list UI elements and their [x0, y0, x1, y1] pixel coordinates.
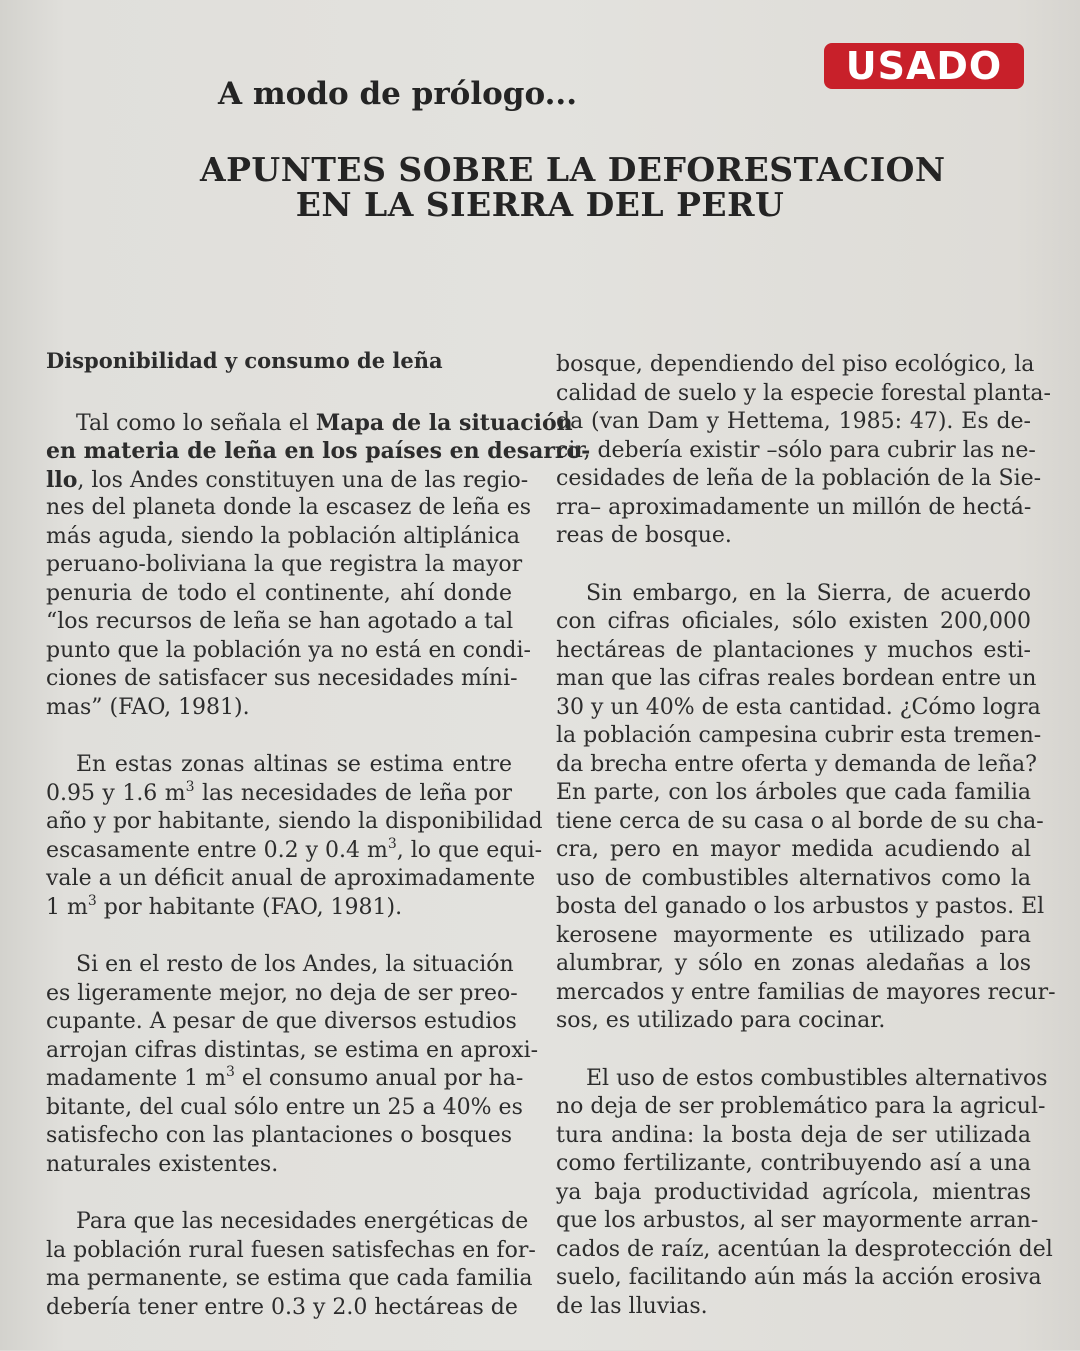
text-line: cra, pero en mayor medida acudiendo al — [556, 837, 1031, 862]
text-line: bosque, dependiendo del piso ecológico, la — [556, 352, 1035, 377]
paragraph — [556, 351, 1051, 551]
text-line: 30 y un 40% de esta cantidad. ¿Cómo logra — [556, 694, 1041, 720]
text-span: por habitante (FAO, 1981). — [96, 894, 403, 920]
text-span: Tal como lo señala el — [76, 410, 316, 436]
text-line: alumbrar, y sólo en zonas aledañas a los — [556, 951, 1031, 976]
used-badge: USADO — [824, 43, 1024, 89]
text-line — [46, 835, 543, 866]
text-line: mas” (FAO, 1981). — [46, 694, 250, 720]
text-line: da brecha entre oferta y demanda de leña? — [556, 751, 1037, 777]
text-line: la población rural fuesen satisfechas en for- — [46, 1237, 536, 1263]
text-line: cupante. A pesar de que diversos estudios — [46, 1009, 517, 1034]
text-line: no deja de ser problemático para la agricul- — [556, 1094, 1046, 1119]
text-line: punto que la población ya no está en condi- — [46, 637, 531, 663]
paragraph — [46, 751, 543, 922]
text-line: cir, debería existir –sólo para cubrir las ne- — [556, 437, 1036, 463]
text-line: penuria de todo el continente, ahí donde — [46, 580, 512, 606]
superscript: 3 — [225, 1064, 235, 1080]
text-line: como fertilizante, contribuyendo así a una — [556, 1151, 1031, 1176]
text-line: “los recursos de leña se han agotado a tal — [46, 609, 514, 634]
text-line: cados de raíz, acentúan la desprotección del — [556, 1236, 1053, 1262]
left-column — [46, 347, 591, 1351]
text-line: Sin embargo, en la Sierra, de acuerdo — [586, 580, 1031, 606]
text-line: mercados y entre familias de mayores recur- — [556, 979, 1056, 1005]
text-line: ma permanente, se estima que cada familia — [46, 1266, 533, 1291]
right-column — [556, 351, 1056, 1350]
text-span: las necesidades de leña por — [194, 780, 512, 806]
bold-title-span: Mapa de la situación — [315, 409, 573, 436]
text-line: En estas zonas altinas se estima entre — [76, 752, 512, 777]
text-line — [46, 894, 512, 923]
text-line: uso de combustibles alternativos como la — [556, 865, 1031, 891]
text-line: nes del planeta donde la escasez de leña es — [46, 495, 532, 520]
text-line: rra– aproximadamente un millón de hectá- — [556, 494, 1032, 520]
text-line: man que las cifras reales bordean entre un — [556, 666, 1037, 691]
text-line: reas de bosque. — [556, 523, 732, 548]
chapter-title — [200, 150, 946, 224]
chapter-title-line-2: EN LA SIERRA DEL PERU — [295, 185, 785, 224]
text-line: da (van Dam y Hettema, 1985: 47). Es de- — [556, 409, 1031, 434]
text-line: es ligeramente mejor, no deja de ser preo- — [46, 980, 518, 1006]
text-line: arrojan cifras distintas, se estima en aproxi- — [46, 1037, 539, 1063]
text-line: Si en el resto de los Andes, la situación — [76, 952, 514, 977]
text-span: madamente 1 m — [46, 1066, 226, 1091]
text-line: En parte, con los árboles que cada familia — [556, 780, 1031, 805]
text-line: más aguda, siendo la población altiplánica — [46, 523, 521, 549]
text-span: , lo que equi- — [396, 837, 543, 863]
text-line: peruano-boliviana la que registra la mayor — [46, 552, 523, 577]
text-line: ya baja productividad agrícola, mientras — [556, 1179, 1031, 1205]
text-line: año y por habitante, siendo la disponibilidad — [46, 809, 543, 834]
text-line: suelo, facilitando aún más la acción erosiva — [556, 1265, 1042, 1290]
paragraph — [556, 580, 1056, 1036]
bold-title-span: en materia de leña en los países en desarro- — [46, 438, 591, 464]
superscript: 3 — [185, 778, 195, 795]
text-span: 0.95 y 1.6 m — [46, 780, 186, 806]
chapter-title-line-1: APUNTES SOBRE LA DEFORESTACION — [200, 150, 946, 189]
text-line: kerosene mayormente es utilizado para — [556, 922, 1031, 948]
text-line: tiene cerca de su casa o al borde de su cha- — [556, 808, 1044, 834]
text-span: 1 m — [46, 894, 88, 920]
text-line: que los arbustos, al ser mayormente arran- — [556, 1208, 1039, 1233]
text-line: tura andina: la bosta deja de ser utilizada — [556, 1122, 1031, 1148]
paragraph — [46, 409, 591, 723]
text-span: , los Andes constituyen una de las regio- — [77, 467, 529, 493]
text-line: bitante, del cual sólo entre un 25 a 40% es — [46, 1094, 523, 1120]
section-heading: Disponibilidad y consumo de leña — [46, 348, 443, 373]
text-line: bosta del ganado o los arbustos y pastos. El — [556, 894, 1045, 919]
paragraph — [46, 951, 539, 1179]
bold-title-span: llo — [46, 466, 78, 493]
text-line: Para que las necesidades energéticas de — [76, 1209, 529, 1234]
text-line: cesidades de leña de la población de la Sie- — [556, 466, 1042, 491]
text-line: con cifras oficiales, sólo existen 200,000 — [556, 609, 1031, 634]
text-line: hectáreas de plantaciones y muchos esti- — [556, 637, 1031, 663]
text-line — [46, 437, 591, 466]
superscript: 3 — [87, 892, 97, 909]
text-line: debería tener entre 0.3 y 2.0 hectáreas de — [46, 1294, 518, 1320]
text-line: calidad de suelo y la especie forestal planta- — [556, 380, 1051, 406]
prologue-heading: A modo de prólogo... — [218, 76, 577, 112]
text-line — [46, 466, 529, 495]
text-line: sos, es utilizado para cocinar. — [556, 1008, 886, 1033]
paragraph — [556, 1065, 1053, 1322]
paragraph — [46, 1208, 536, 1322]
text-line — [46, 1064, 524, 1094]
text-line: la población campesina cubrir esta tremen- — [556, 723, 1042, 748]
text-span: el consumo anual por ha- — [234, 1066, 524, 1091]
superscript: 3 — [387, 835, 397, 852]
text-line — [46, 409, 573, 438]
text-line: satisfecho con las plantaciones o bosques — [46, 1123, 512, 1148]
text-line: de las lluvias. — [556, 1293, 708, 1319]
text-line: vale a un déficit anual de aproximadamente — [46, 866, 536, 891]
text-span: escasamente entre 0.2 y 0.4 m — [46, 837, 388, 863]
text-line: ciones de satisfacer sus necesidades míni- — [46, 666, 518, 691]
text-line — [46, 780, 512, 809]
text-line: El uso de estos combustibles alternativos — [586, 1065, 1048, 1091]
text-line: naturales existentes. — [46, 1151, 279, 1177]
